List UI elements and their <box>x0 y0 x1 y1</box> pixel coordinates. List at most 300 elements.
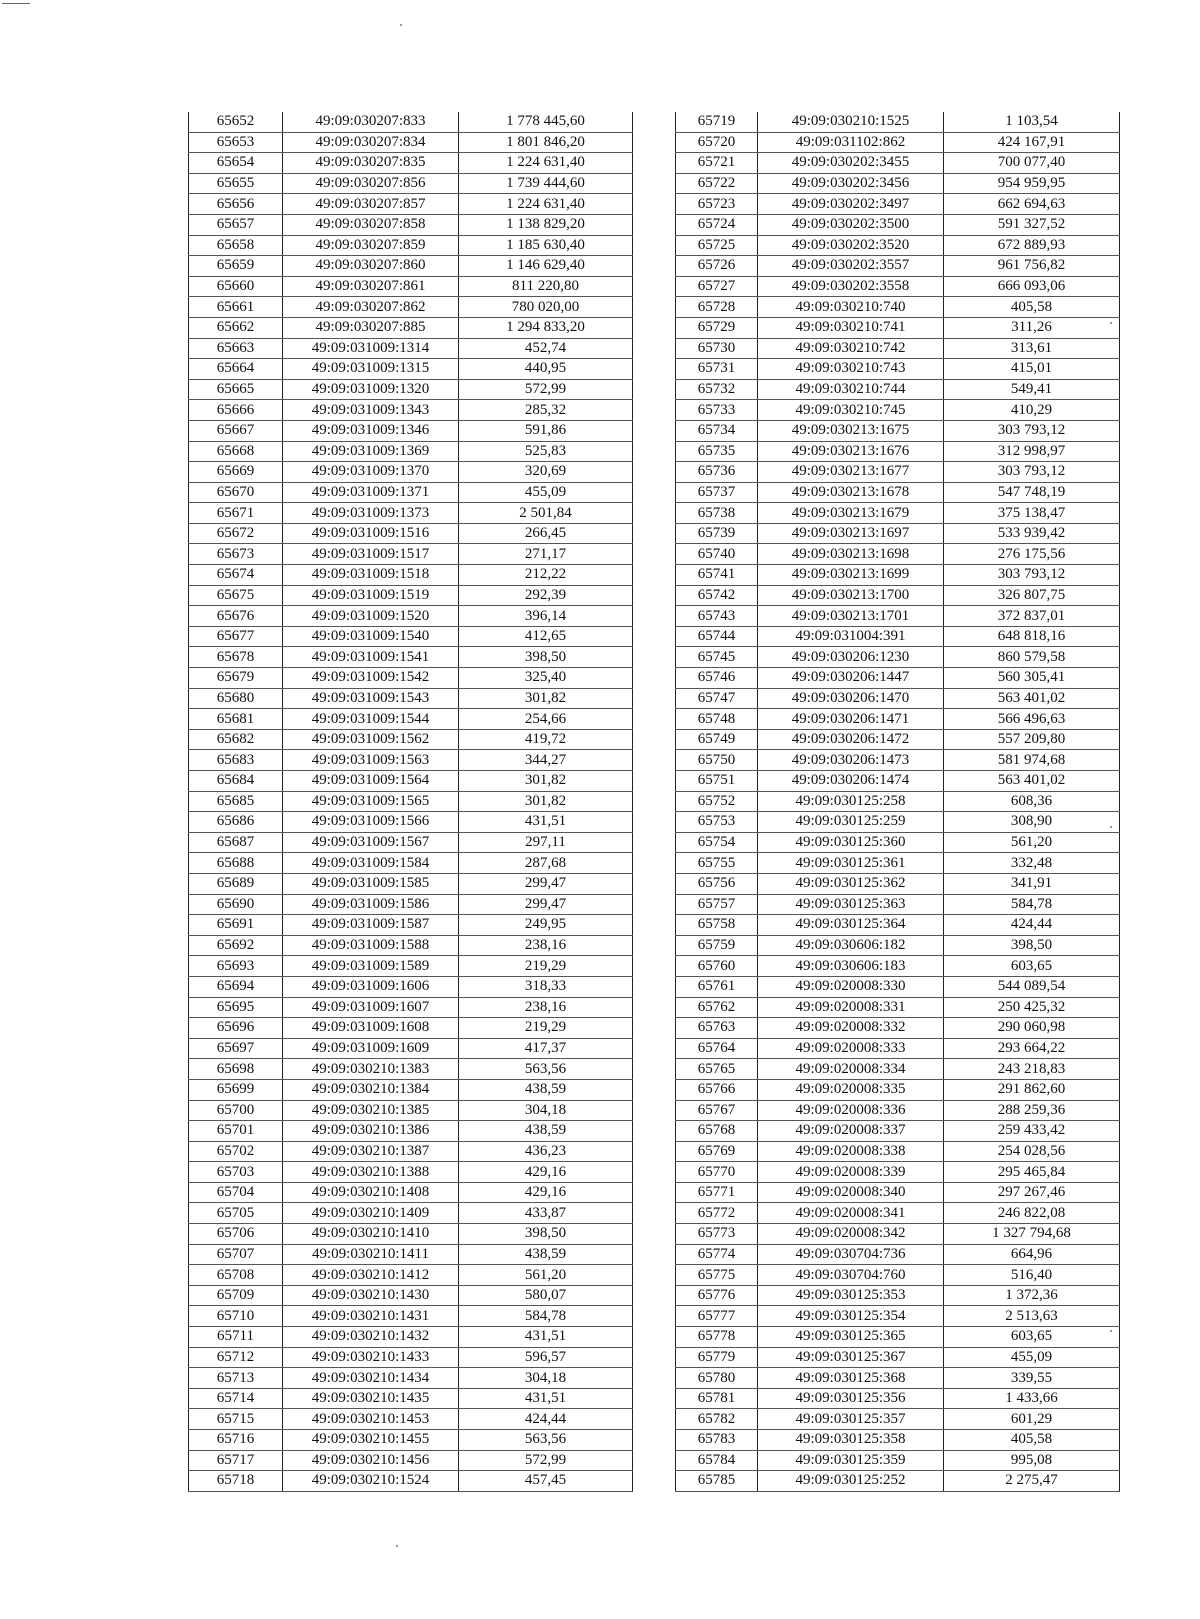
table-row <box>676 1409 1120 1430</box>
cadastral-value-cell: 303 793,12 <box>944 565 1120 586</box>
table-row <box>676 214 1120 235</box>
row-number-cell: 65732 <box>676 379 758 400</box>
table-row <box>676 1327 1120 1348</box>
row-number-cell: 65705 <box>189 1203 283 1224</box>
table-row <box>189 1141 633 1162</box>
cadastral-value-cell: 1 372,36 <box>944 1285 1120 1306</box>
row-number-cell: 65683 <box>189 750 283 771</box>
table-row <box>676 915 1120 936</box>
cadastral-number-cell: 49:09:030125:258 <box>758 791 944 812</box>
scan-artifact-dot <box>396 1545 398 1547</box>
cadastral-value-cell: 285,32 <box>459 400 633 421</box>
cadastral-value-cell: 396,14 <box>459 606 633 627</box>
row-number-cell: 65751 <box>676 771 758 792</box>
table-row <box>676 791 1120 812</box>
table-row <box>189 1100 633 1121</box>
cadastral-value-cell: 700 077,40 <box>944 153 1120 174</box>
cadastral-value-cell: 276 175,56 <box>944 544 1120 565</box>
cadastral-value-cell: 584,78 <box>944 894 1120 915</box>
cadastral-value-cell: 780 020,00 <box>459 297 633 318</box>
cadastral-value-cell: 249,95 <box>459 915 633 936</box>
cadastral-value-cell: 311,26 <box>944 317 1120 338</box>
row-number-cell: 65676 <box>189 606 283 627</box>
cadastral-value-cell: 572,99 <box>459 379 633 400</box>
row-number-cell: 65741 <box>676 565 758 586</box>
cadastral-number-cell: 49:09:030125:356 <box>758 1388 944 1409</box>
table-row <box>189 915 633 936</box>
cadastral-value-cell: 452,74 <box>459 338 633 359</box>
cadastral-value-cell: 954 959,95 <box>944 173 1120 194</box>
cadastral-number-cell: 49:09:031009:1609 <box>283 1038 459 1059</box>
cadastral-number-cell: 49:09:030210:745 <box>758 400 944 421</box>
cadastral-number-cell: 49:09:030125:252 <box>758 1471 944 1492</box>
cadastral-value-cell: 405,58 <box>944 1430 1120 1451</box>
row-number-cell: 65733 <box>676 400 758 421</box>
cadastral-value-cell: 312 998,97 <box>944 441 1120 462</box>
table-row <box>189 420 633 441</box>
cadastral-number-cell: 49:09:030125:359 <box>758 1450 944 1471</box>
table-row <box>189 379 633 400</box>
cadastral-value-cell: 419,72 <box>459 729 633 750</box>
cadastral-value-cell: 287,68 <box>459 853 633 874</box>
cadastral-number-cell: 49:09:030210:1434 <box>283 1368 459 1389</box>
table-row <box>676 832 1120 853</box>
row-number-cell: 65704 <box>189 1182 283 1203</box>
row-number-cell: 65669 <box>189 462 283 483</box>
cadastral-value-cell: 1 224 631,40 <box>459 194 633 215</box>
cadastral-value-cell: 455,09 <box>459 482 633 503</box>
cadastral-number-cell: 49:09:030206:1474 <box>758 771 944 792</box>
cadastral-number-cell: 49:09:030213:1678 <box>758 482 944 503</box>
cadastral-value-cell: 563 401,02 <box>944 771 1120 792</box>
scan-artifact-dot <box>400 24 402 26</box>
cadastral-number-cell: 49:09:030206:1472 <box>758 729 944 750</box>
cadastral-value-cell: 544 089,54 <box>944 976 1120 997</box>
table-row <box>676 1224 1120 1245</box>
cadastral-number-cell: 49:09:030210:1433 <box>283 1347 459 1368</box>
table-row <box>189 503 633 524</box>
table-row <box>189 1471 633 1492</box>
cadastral-number-cell: 49:09:031009:1541 <box>283 647 459 668</box>
table-row <box>676 626 1120 647</box>
cadastral-number-cell: 49:09:031009:1315 <box>283 359 459 380</box>
cadastral-number-cell: 49:09:031009:1370 <box>283 462 459 483</box>
cadastral-value-cell: 2 501,84 <box>459 503 633 524</box>
row-number-cell: 65779 <box>676 1347 758 1368</box>
table-row <box>189 297 633 318</box>
table-row <box>676 894 1120 915</box>
table-row <box>676 688 1120 709</box>
cadastral-number-cell: 49:09:030125:259 <box>758 812 944 833</box>
table-row <box>676 1244 1120 1265</box>
row-number-cell: 65734 <box>676 420 758 441</box>
table-row <box>676 400 1120 421</box>
cadastral-number-cell: 49:09:030704:736 <box>758 1244 944 1265</box>
row-number-cell: 65664 <box>189 359 283 380</box>
cadastral-number-cell: 49:09:030206:1447 <box>758 668 944 689</box>
cadastral-value-cell: 320,69 <box>459 462 633 483</box>
row-number-cell: 65771 <box>676 1182 758 1203</box>
cadastral-value-cell: 429,16 <box>459 1162 633 1183</box>
cadastral-value-cell: 2 275,47 <box>944 1471 1120 1492</box>
row-number-cell: 65783 <box>676 1430 758 1451</box>
table-row <box>676 1306 1120 1327</box>
cadastral-value-cell: 584,78 <box>459 1306 633 1327</box>
cadastral-value-cell: 290 060,98 <box>944 1018 1120 1039</box>
row-number-cell: 65744 <box>676 626 758 647</box>
table-row <box>189 359 633 380</box>
cadastral-value-cell: 1 739 444,60 <box>459 173 633 194</box>
cadastral-number-cell: 49:09:030210:743 <box>758 359 944 380</box>
cadastral-value-cell: 238,16 <box>459 997 633 1018</box>
row-number-cell: 65767 <box>676 1100 758 1121</box>
row-number-cell: 65747 <box>676 688 758 709</box>
table-row <box>189 1224 633 1245</box>
table-row <box>189 935 633 956</box>
row-number-cell: 65692 <box>189 935 283 956</box>
cadastral-value-cell: 292,39 <box>459 585 633 606</box>
cadastral-number-cell: 49:09:030210:1412 <box>283 1265 459 1286</box>
table-row <box>189 1347 633 1368</box>
cadastral-number-cell: 49:09:031009:1562 <box>283 729 459 750</box>
cadastral-number-cell: 49:09:031009:1373 <box>283 503 459 524</box>
row-number-cell: 65739 <box>676 523 758 544</box>
table-row <box>189 400 633 421</box>
cadastral-value-cell: 219,29 <box>459 956 633 977</box>
cadastral-number-cell: 49:09:030202:3497 <box>758 194 944 215</box>
table-row <box>676 441 1120 462</box>
table-row <box>676 935 1120 956</box>
cadastral-number-cell: 49:09:031009:1543 <box>283 688 459 709</box>
row-number-cell: 65736 <box>676 462 758 483</box>
table-row <box>676 1471 1120 1492</box>
table-row <box>189 194 633 215</box>
cadastral-value-cell: 250 425,32 <box>944 997 1120 1018</box>
cadastral-number-cell: 49:09:030213:1675 <box>758 420 944 441</box>
row-number-cell: 65681 <box>189 709 283 730</box>
cadastral-number-cell: 49:09:030210:1455 <box>283 1430 459 1451</box>
cadastral-value-cell: 424,44 <box>459 1409 633 1430</box>
table-row <box>189 1306 633 1327</box>
table-row <box>189 1285 633 1306</box>
row-number-cell: 65713 <box>189 1368 283 1389</box>
cadastral-value-cell: 313,61 <box>944 338 1120 359</box>
table-row <box>189 873 633 894</box>
cadastral-value-cell: 533 939,42 <box>944 523 1120 544</box>
table-row <box>189 1388 633 1409</box>
row-number-cell: 65691 <box>189 915 283 936</box>
cadastral-number-cell: 49:09:030125:368 <box>758 1368 944 1389</box>
cadastral-value-cell: 372 837,01 <box>944 606 1120 627</box>
cadastral-value-cell: 301,82 <box>459 791 633 812</box>
row-number-cell: 65675 <box>189 585 283 606</box>
cadastral-value-cell: 266,45 <box>459 523 633 544</box>
table-row <box>676 194 1120 215</box>
cadastral-value-cell: 1 224 631,40 <box>459 153 633 174</box>
table-row <box>676 668 1120 689</box>
cadastral-value-cell: 438,59 <box>459 1121 633 1142</box>
row-number-cell: 65663 <box>189 338 283 359</box>
table-row <box>189 626 633 647</box>
table-row <box>676 379 1120 400</box>
cadastral-value-cell: 560 305,41 <box>944 668 1120 689</box>
table-row <box>676 1265 1120 1286</box>
row-number-cell: 65746 <box>676 668 758 689</box>
cadastral-number-cell: 49:09:030202:3456 <box>758 173 944 194</box>
cadastral-number-cell: 49:09:030202:3520 <box>758 235 944 256</box>
row-number-cell: 65671 <box>189 503 283 524</box>
cadastral-number-cell: 49:09:030210:1453 <box>283 1409 459 1430</box>
cadastral-value-cell: 424 167,91 <box>944 132 1120 153</box>
row-number-cell: 65672 <box>189 523 283 544</box>
row-number-cell: 65707 <box>189 1244 283 1265</box>
cadastral-value-cell: 1 146 629,40 <box>459 256 633 277</box>
row-number-cell: 65735 <box>676 441 758 462</box>
table-row <box>189 544 633 565</box>
table-row <box>676 1018 1120 1039</box>
cadastral-number-cell: 49:09:030206:1471 <box>758 709 944 730</box>
scan-artifact-line <box>2 3 30 4</box>
table-row <box>189 482 633 503</box>
table-row <box>676 153 1120 174</box>
cadastral-value-cell: 375 138,47 <box>944 503 1120 524</box>
table-row <box>189 1079 633 1100</box>
table-row <box>189 338 633 359</box>
row-number-cell: 65687 <box>189 832 283 853</box>
cadastral-value-cell: 424,44 <box>944 915 1120 936</box>
row-number-cell: 65761 <box>676 976 758 997</box>
cadastral-value-cell: 516,40 <box>944 1265 1120 1286</box>
cadastral-value-cell: 603,65 <box>944 1327 1120 1348</box>
row-number-cell: 65737 <box>676 482 758 503</box>
table-row <box>189 750 633 771</box>
cadastral-value-cell: 995,08 <box>944 1450 1120 1471</box>
table-row <box>189 256 633 277</box>
cadastral-value-cell: 410,29 <box>944 400 1120 421</box>
cadastral-value-cell: 318,33 <box>459 976 633 997</box>
table-row <box>189 729 633 750</box>
table-row <box>189 317 633 338</box>
cadastral-number-cell: 49:09:030213:1679 <box>758 503 944 524</box>
cadastral-value-cell: 299,47 <box>459 873 633 894</box>
row-number-cell: 65721 <box>676 153 758 174</box>
row-number-cell: 65780 <box>676 1368 758 1389</box>
row-number-cell: 65753 <box>676 812 758 833</box>
cadastral-value-cell: 308,90 <box>944 812 1120 833</box>
row-number-cell: 65769 <box>676 1141 758 1162</box>
cadastral-value-cell: 297 267,46 <box>944 1182 1120 1203</box>
row-number-cell: 65673 <box>189 544 283 565</box>
cadastral-value-cell: 344,27 <box>459 750 633 771</box>
cadastral-number-cell: 49:09:031009:1540 <box>283 626 459 647</box>
row-number-cell: 65658 <box>189 235 283 256</box>
cadastral-value-cell: 591,86 <box>459 420 633 441</box>
cadastral-value-cell: 219,29 <box>459 1018 633 1039</box>
cadastral-value-cell: 1 294 833,20 <box>459 317 633 338</box>
row-number-cell: 65760 <box>676 956 758 977</box>
row-number-cell: 65728 <box>676 297 758 318</box>
cadastral-value-cell: 1 433,66 <box>944 1388 1120 1409</box>
row-number-cell: 65703 <box>189 1162 283 1183</box>
row-number-cell: 65770 <box>676 1162 758 1183</box>
table-row <box>189 1059 633 1080</box>
table-row <box>676 1347 1120 1368</box>
row-number-cell: 65715 <box>189 1409 283 1430</box>
table-row <box>676 1203 1120 1224</box>
cadastral-number-cell: 49:09:020008:334 <box>758 1059 944 1080</box>
cadastral-number-cell: 49:09:030207:833 <box>283 112 459 132</box>
cadastral-value-cell: 433,87 <box>459 1203 633 1224</box>
row-number-cell: 65731 <box>676 359 758 380</box>
cadastral-value-cell: 666 093,06 <box>944 276 1120 297</box>
cadastral-value-cell: 648 818,16 <box>944 626 1120 647</box>
cadastral-number-cell: 49:09:020008:330 <box>758 976 944 997</box>
table-row <box>676 132 1120 153</box>
cadastral-number-cell: 49:09:031009:1320 <box>283 379 459 400</box>
row-number-cell: 65722 <box>676 173 758 194</box>
table-row <box>676 1059 1120 1080</box>
cadastral-value-cell: 303 793,12 <box>944 462 1120 483</box>
row-number-cell: 65757 <box>676 894 758 915</box>
cadastral-number-cell: 49:09:031009:1563 <box>283 750 459 771</box>
cadastral-value-cell: 288 259,36 <box>944 1100 1120 1121</box>
cadastral-number-cell: 49:09:030207:885 <box>283 317 459 338</box>
table-row <box>189 1121 633 1142</box>
cadastral-value-cell: 664,96 <box>944 1244 1120 1265</box>
cadastral-value-cell: 243 218,83 <box>944 1059 1120 1080</box>
row-number-cell: 65711 <box>189 1327 283 1348</box>
cadastral-value-cell: 572,99 <box>459 1450 633 1471</box>
cadastral-number-cell: 49:09:030125:361 <box>758 853 944 874</box>
cadastral-value-cell: 295 465,84 <box>944 1162 1120 1183</box>
table-row <box>676 729 1120 750</box>
table-row <box>676 565 1120 586</box>
cadastral-value-cell: 436,23 <box>459 1141 633 1162</box>
cadastral-number-cell: 49:09:030210:744 <box>758 379 944 400</box>
row-number-cell: 65754 <box>676 832 758 853</box>
row-number-cell: 65653 <box>189 132 283 153</box>
table-row <box>189 1430 633 1451</box>
cadastral-value-cell: 405,58 <box>944 297 1120 318</box>
cadastral-value-cell: 431,51 <box>459 1388 633 1409</box>
row-number-cell: 65742 <box>676 585 758 606</box>
row-number-cell: 65657 <box>189 214 283 235</box>
cadastral-number-cell: 49:09:030207:856 <box>283 173 459 194</box>
row-number-cell: 65762 <box>676 997 758 1018</box>
cadastral-value-cell: 1 801 846,20 <box>459 132 633 153</box>
cadastral-number-cell: 49:09:030210:1431 <box>283 1306 459 1327</box>
cadastral-number-cell: 49:09:031004:391 <box>758 626 944 647</box>
row-number-cell: 65700 <box>189 1100 283 1121</box>
row-number-cell: 65695 <box>189 997 283 1018</box>
table-row <box>189 523 633 544</box>
cadastral-value-cell: 398,50 <box>459 1224 633 1245</box>
row-number-cell: 65679 <box>189 668 283 689</box>
row-number-cell: 65662 <box>189 317 283 338</box>
row-number-cell: 65775 <box>676 1265 758 1286</box>
table-row <box>189 1327 633 1348</box>
cadastral-number-cell: 49:09:020008:336 <box>758 1100 944 1121</box>
row-number-cell: 65688 <box>189 853 283 874</box>
cadastral-number-cell: 49:09:030125:365 <box>758 1327 944 1348</box>
cadastral-value-cell: 326 807,75 <box>944 585 1120 606</box>
row-number-cell: 65706 <box>189 1224 283 1245</box>
cadastral-number-cell: 49:09:030202:3500 <box>758 214 944 235</box>
cadastral-number-cell: 49:09:020008:339 <box>758 1162 944 1183</box>
row-number-cell: 65689 <box>189 873 283 894</box>
row-number-cell: 65768 <box>676 1121 758 1142</box>
cadastral-value-cell: 412,65 <box>459 626 633 647</box>
cadastral-number-cell: 49:09:031009:1346 <box>283 420 459 441</box>
cadastral-value-cell: 438,59 <box>459 1079 633 1100</box>
table-row <box>189 1162 633 1183</box>
table-row <box>676 1121 1120 1142</box>
table-row <box>676 1285 1120 1306</box>
row-number-cell: 65660 <box>189 276 283 297</box>
row-number-cell: 65709 <box>189 1285 283 1306</box>
cadastral-number-cell: 49:09:020008:332 <box>758 1018 944 1039</box>
table-row <box>189 132 633 153</box>
cadastral-value-cell: 271,17 <box>459 544 633 565</box>
cadastral-number-cell: 49:09:031009:1585 <box>283 873 459 894</box>
cadastral-value-cell: 291 862,60 <box>944 1079 1120 1100</box>
cadastral-value-cell: 557 209,80 <box>944 729 1120 750</box>
table-row <box>676 647 1120 668</box>
row-number-cell: 65755 <box>676 853 758 874</box>
table-row <box>189 606 633 627</box>
table-row <box>189 1409 633 1430</box>
cadastral-number-cell: 49:09:030213:1700 <box>758 585 944 606</box>
cadastral-value-cell: 431,51 <box>459 1327 633 1348</box>
cadastral-number-cell: 49:09:030206:1230 <box>758 647 944 668</box>
row-number-cell: 65750 <box>676 750 758 771</box>
table-row <box>189 771 633 792</box>
cadastral-value-cell: 301,82 <box>459 688 633 709</box>
cadastral-number-cell: 49:09:030125:363 <box>758 894 944 915</box>
row-number-cell: 65684 <box>189 771 283 792</box>
row-number-cell: 65785 <box>676 1471 758 1492</box>
table-row <box>676 1038 1120 1059</box>
cadastral-number-cell: 49:09:030125:360 <box>758 832 944 853</box>
row-number-cell: 65764 <box>676 1038 758 1059</box>
row-number-cell: 65655 <box>189 173 283 194</box>
cadastral-value-cell: 398,50 <box>944 935 1120 956</box>
cadastral-number-cell: 49:09:031009:1371 <box>283 482 459 503</box>
table-row <box>676 873 1120 894</box>
table-row <box>676 1368 1120 1389</box>
table-row <box>676 297 1120 318</box>
row-number-cell: 65708 <box>189 1265 283 1286</box>
cadastral-value-cell: 332,48 <box>944 853 1120 874</box>
cadastral-number-cell: 49:09:020008:338 <box>758 1141 944 1162</box>
cadastral-number-cell: 49:09:020008:342 <box>758 1224 944 1245</box>
table-row <box>189 153 633 174</box>
table-row <box>676 173 1120 194</box>
cadastral-number-cell: 49:09:030213:1677 <box>758 462 944 483</box>
cadastral-number-cell: 49:09:031102:862 <box>758 132 944 153</box>
cadastral-number-cell: 49:09:030125:354 <box>758 1306 944 1327</box>
table-row <box>676 1162 1120 1183</box>
table-row <box>189 976 633 997</box>
table-row <box>676 482 1120 503</box>
cadastral-number-cell: 49:09:031009:1343 <box>283 400 459 421</box>
cadastral-number-cell: 49:09:030210:1386 <box>283 1121 459 1142</box>
row-number-cell: 65778 <box>676 1327 758 1348</box>
cadastral-value-cell: 304,18 <box>459 1368 633 1389</box>
row-number-cell: 65777 <box>676 1306 758 1327</box>
table-row <box>676 317 1120 338</box>
cadastral-number-cell: 49:09:030210:1456 <box>283 1450 459 1471</box>
